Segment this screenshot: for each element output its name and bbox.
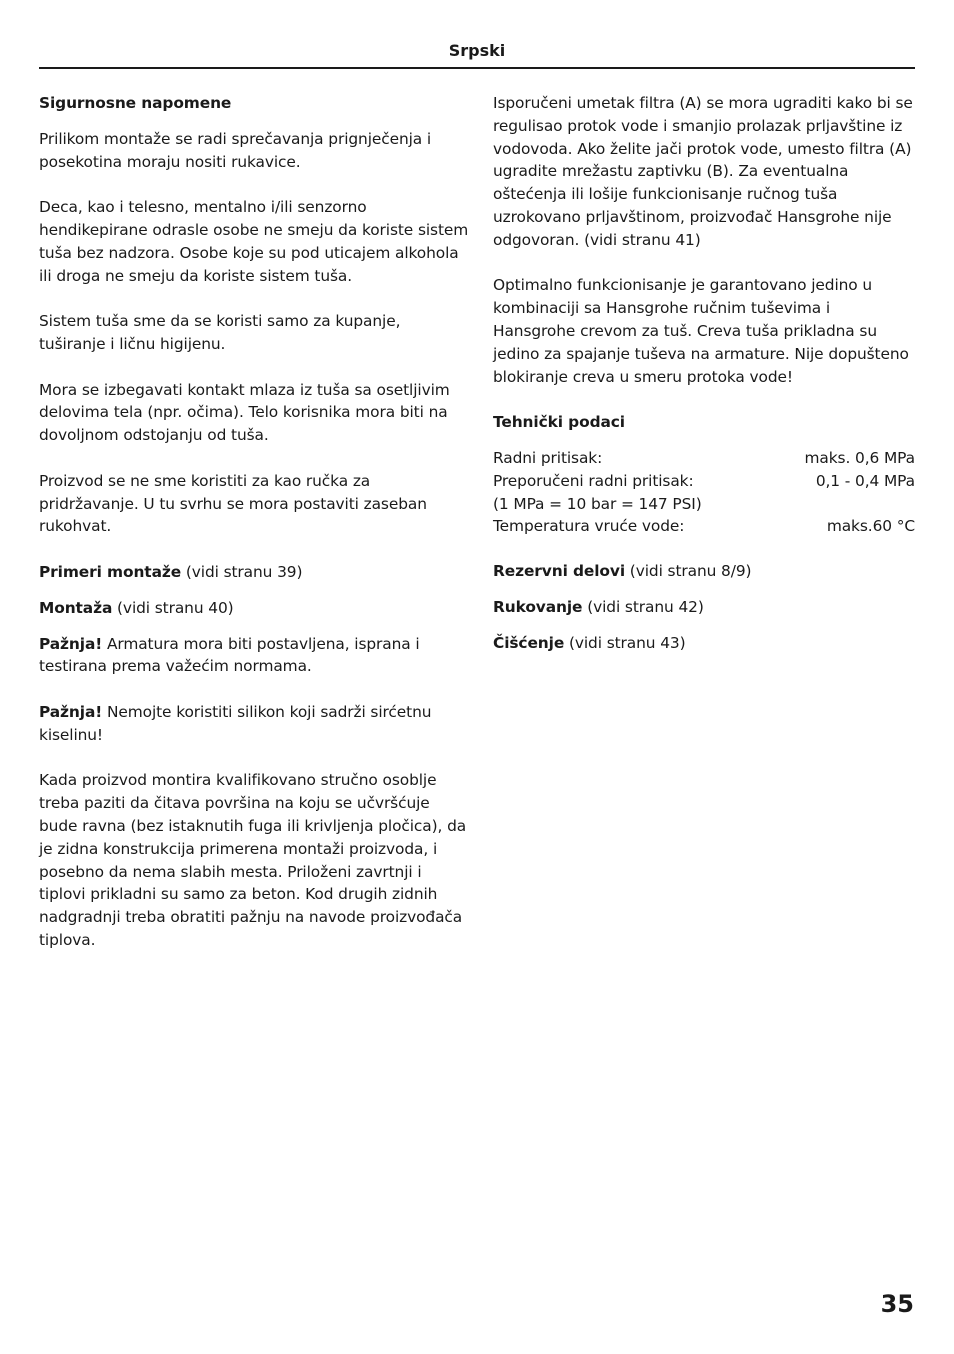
attention-text: Armatura mora biti postavljena, isprana i testirana prema važećim normama. [39, 634, 420, 676]
attention-note-silicone [39, 701, 469, 747]
attention-note-norms [39, 633, 469, 679]
spare-parts-heading: Rezervni delovi [493, 562, 626, 581]
spare-parts-line [493, 560, 915, 583]
tech-label: Preporučeni radni pritisak: [493, 471, 694, 490]
left-column [39, 92, 469, 974]
safety-paragraph-eyes: Mora se izbegavati kontakt mlaza iz tuša sa osetljivim delovima tela (npr. očima). Telo korisnika mora biti na dovoljnom odstojanju od tuša. [39, 380, 450, 445]
tech-value: maks. 0,6 MPa [804, 448, 915, 467]
mounting-page-ref: (vidi stranu 40) [112, 598, 234, 617]
cleaning-heading: Čišćenje [493, 633, 565, 652]
attention-label: Pažnja! [39, 634, 103, 653]
header-rule [39, 67, 915, 69]
examples-page-ref: (vidi stranu 39) [181, 562, 303, 581]
spare-parts-page-ref: (vidi stranu 8/9) [625, 562, 752, 581]
safety-paragraph-children: Deca, kao i telesno, mentalno i/ili senzorno hendikepirane odrasle osobe ne smeju da koriste sistem tuša bez nadzora. Osobe koje su pod uticajem alkohola ili droga ne smeju da koriste sistem tuša. [39, 198, 469, 285]
safety-heading: Sigurnosne napomene [39, 94, 232, 112]
safety-paragraph-handle: Proizvod se ne sme koristiti za kao ručka za pridržavanje. U tu svrhu se mora postaviti zaseban rukohvat. [39, 471, 427, 536]
tech-row-conversion: (1 MPa = 10 bar = 147 PSI) [493, 494, 702, 513]
examples-heading: Primeri montaže [39, 562, 182, 581]
tech-value: 0,1 - 0,4 MPa [815, 471, 915, 490]
filter-paragraph: Isporučeni umetak filtra (A) se mora ugraditi kako bi se regulisao protok vode i smanjio prolazak prljavštine iz vodovoda. Ako želite jači protok vode, umesto filtra (A) ugradite mrežastu zaptivku (B). Za eventualna oštećenja ili lošije funkcionisanje ručnog tuša uzrokovano prljavštinom, proizvođač Hansgrohe nije odgovoran. (vidi stranu 41) [493, 94, 913, 249]
tech-label: Temperatura vruće vode: [493, 517, 685, 536]
right-column [493, 92, 915, 668]
attention-text: Nemojte koristiti silikon koji sadrži sirćetnu kiselinu! [39, 702, 432, 744]
handling-line [493, 596, 915, 619]
tech-value: maks.60 °C [826, 517, 915, 536]
safety-paragraph-usage: Sistem tuša sme da se koristi samo za kupanje, tuširanje i ličnu higijenu. [39, 312, 401, 353]
installation-paragraph: Kada proizvod montira kvalifikovano stručno osoblje treba paziti da čitava površina na koju se učvršćuje bude ravna (bez istaknutih fuga ili krivljenja pločica), da je zidna konstrukcija primerena montaži proizvoda, i posebno da nema slabih mesta. Priloženi zavrtnji i tiplovi prikladni su samo za beton. Kod drugih zidnih nadgradnji treba obratiti pažnju na navode proizvođača tiplova. [39, 771, 467, 949]
safety-paragraph-gloves: Prilikom montaže se radi sprečavanja prignječenja i posekotina moraju nositi rukavice. [39, 129, 432, 171]
mounting-line [39, 597, 469, 620]
examples-line [39, 561, 469, 584]
tech-label: Radni pritisak: [493, 448, 603, 467]
attention-label: Pažnja! [39, 702, 103, 721]
tech-data-table [493, 447, 915, 538]
page-header-language: Srpski [448, 41, 506, 60]
page-number: 35 [880, 1290, 914, 1318]
optimal-function-paragraph: Optimalno funkcionisanje je garantovano jedino u kombinaciji sa Hansgrohe ručnim tuševima i Hansgrohe crevom za tuš. Creva tuša prikladna su jedino za spajanje tuševa na armature. Nije dopušteno blokiranje creva u smeru protoka vode! [493, 276, 909, 386]
handling-heading: Rukovanje [493, 597, 583, 616]
cleaning-line [493, 632, 915, 655]
cleaning-page-ref: (vidi stranu 43) [564, 633, 686, 652]
tech-row-pressure [493, 447, 915, 470]
mounting-heading: Montaža [39, 598, 113, 617]
tech-row-recommended [493, 470, 915, 493]
tech-data-heading: Tehnički podaci [493, 413, 625, 432]
tech-row-temperature [493, 515, 915, 538]
handling-page-ref: (vidi stranu 42) [582, 597, 704, 616]
